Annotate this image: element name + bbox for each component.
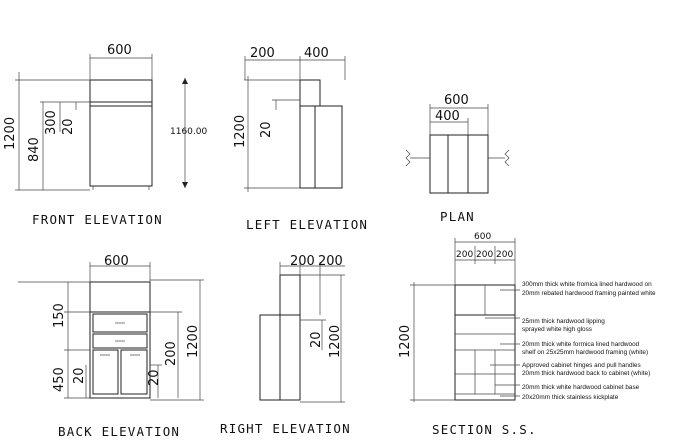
- section-col-c-label: 200: [496, 250, 514, 260]
- section-cabinet-body: [455, 315, 515, 400]
- left-width-b-label: 400: [304, 46, 329, 61]
- plan-title: PLAN: [440, 209, 475, 224]
- front-side-height-label: 1160.00: [170, 127, 208, 137]
- left-small-height-label: 20: [259, 121, 274, 138]
- plan-view: [406, 93, 509, 224]
- back-low-height-label: 450: [52, 367, 67, 392]
- front-total-height-label: 1200: [3, 116, 18, 150]
- section-ss: [398, 232, 656, 437]
- back-cabinet-body: [90, 312, 150, 398]
- plan-outline: [430, 135, 488, 193]
- front-body-height-label: 840: [27, 137, 42, 162]
- section-width-label: 600: [474, 232, 492, 242]
- right-total-height-label: 1200: [328, 324, 343, 358]
- front-elevation-title: FRONT ELEVATION: [32, 212, 163, 227]
- section-note-9: 20mm thick white hardwood cabinet base: [522, 384, 640, 391]
- right-elevation-title: RIGHT ELEVATION: [220, 421, 351, 436]
- back-elevation: [18, 254, 204, 439]
- back-small-a-label: 20: [72, 367, 87, 384]
- back-door-right: [121, 350, 147, 394]
- plan-width-a-label: 600: [444, 93, 469, 108]
- front-elevation: [3, 43, 207, 227]
- left-elevation: [233, 46, 368, 232]
- left-width-a-label: 200: [250, 46, 275, 61]
- front-top-height-label: 300: [44, 110, 59, 135]
- back-small-b-label: 20: [147, 369, 162, 386]
- back-top-height-label: 150: [52, 303, 67, 328]
- section-note-8: 20mm thick hardwood back to cabinet (white): [522, 370, 651, 377]
- section-note-4: sprayed white high gloss: [522, 326, 592, 333]
- back-elevation-title: BACK ELEVATION: [58, 424, 181, 439]
- right-small-height-label: 20: [309, 331, 324, 348]
- section-note-1: 300mm thick white fromica lined hardwood on: [522, 281, 652, 288]
- back-mid-height-label: 200: [164, 341, 179, 366]
- section-note-10: 20x20mm thick stainless kickplate: [522, 394, 619, 401]
- section-col-b-label: 200: [476, 250, 494, 260]
- section-title: SECTION S.S.: [432, 422, 537, 437]
- front-cabinet-body: [90, 102, 152, 186]
- back-width-label: 600: [104, 254, 129, 269]
- section-note-6: shelf on 25x25mm hardwood framing (white): [522, 349, 649, 356]
- right-width-b-label: 200: [318, 254, 343, 269]
- front-top-panel: [90, 80, 152, 102]
- plan-width-b-label: 400: [435, 109, 460, 124]
- section-note-2: 20mm rebated hardwood framing painted white: [522, 290, 656, 297]
- right-elevation: [220, 254, 351, 436]
- left-elevation-title: LEFT ELEVATION: [246, 217, 369, 232]
- left-total-height-label: 1200: [233, 114, 248, 148]
- section-note-3: 25mm thick hardwood lipping: [522, 318, 605, 325]
- left-cabinet-body: [300, 106, 342, 188]
- back-door-left: [93, 350, 118, 394]
- back-total-height-label: 1200: [186, 324, 201, 358]
- back-top-section: [90, 282, 150, 312]
- section-note-5: 20mm thick white formica lined hardwood: [522, 341, 640, 348]
- section-note-7: Approved cabinet hinges and pull handles: [522, 362, 641, 369]
- section-col-a-label: 200: [456, 250, 474, 260]
- front-small-height-label: 20: [61, 118, 76, 135]
- front-width-label: 600: [107, 43, 132, 58]
- right-width-a-label: 200: [290, 254, 315, 269]
- section-height-label: 1200: [398, 324, 413, 358]
